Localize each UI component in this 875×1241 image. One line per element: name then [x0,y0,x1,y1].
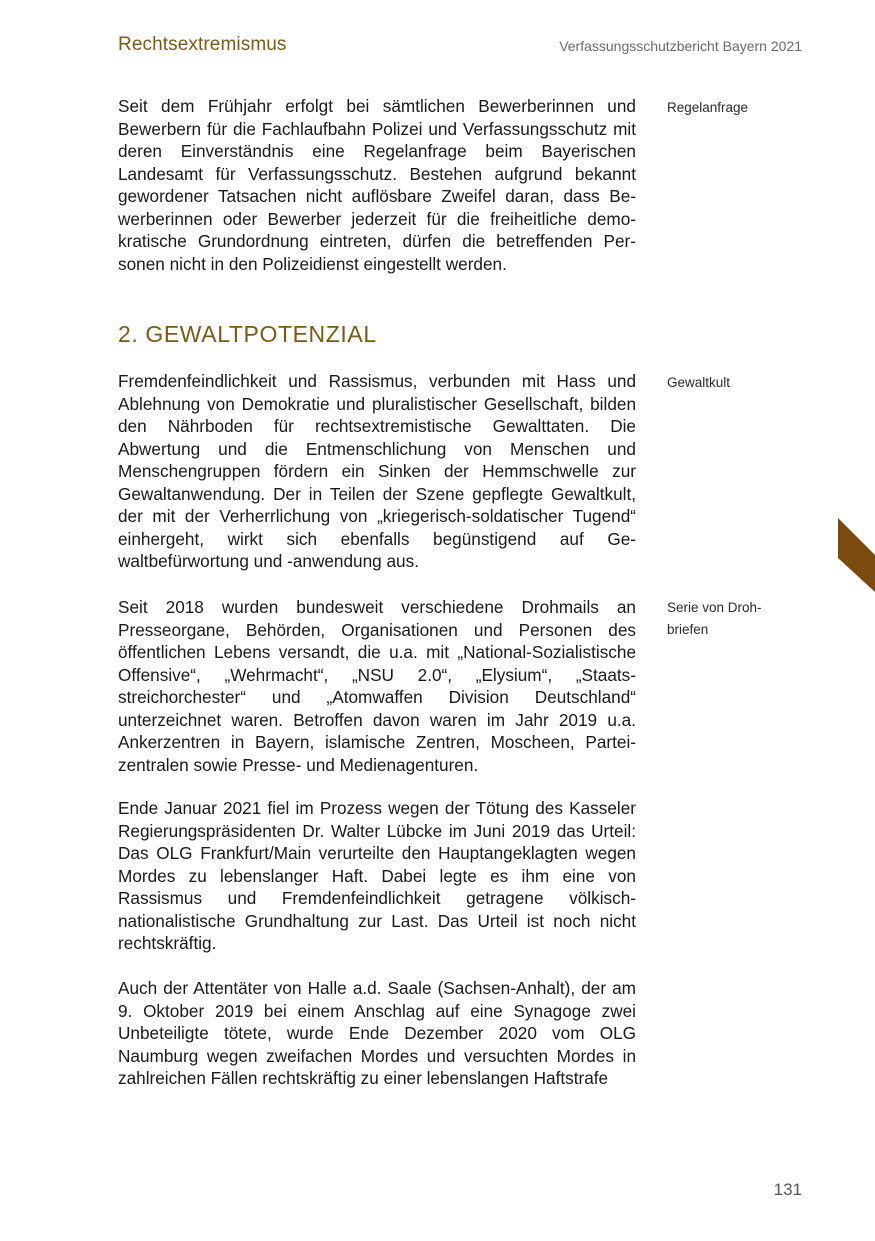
chapter-tab-shape [838,518,875,592]
margin-note-gewaltkult: Gewaltkult [667,375,731,390]
paragraph-drohmails [118,596,636,776]
paragraph-regelanfrage [118,95,636,275]
paragraph-text: Ende Januar 2021 fiel im Prozess wegen der Tötung des Kasseler Regierungspräsidenten Dr. Walter Lübcke im Juni 2019 das Urteil: Das OLG Frankfurt/Main verurteilte den Hauptangeklagten wegen Mordes zu lebenslanger Haft. Dabei legte es ihm eine von Rassismus und Fremdenfeindlichkeit getragene völkisch-nationalistische Grundhaltung zur Last. Das Urteil ist noch nicht rechtskräftig. [118,798,636,953]
chapter-tab-marker [838,518,875,592]
paragraph-text: Auch der Attentäter von Halle a.d. Saale (Sachsen-Anhalt), der am 9. Oktober 2019 bei einem Anschlag auf eine Synagoge zwei Unbeteiligte tötete, wurde Ende Dezember 2020 vom OLG Naumburg wegen zweifachen Mordes und versuchten Mordes in zahlreichen Fällen rechtskräftig zu einer lebenslangen Haftstrafe [118,978,636,1088]
paragraph-halle [118,977,636,1090]
paragraph-gewaltkult [118,370,636,573]
section-heading: 2. GEWALTPOTENZIAL [118,321,377,347]
running-head-publication: Verfassungsschutzbericht Bayern 2021 [559,38,802,54]
paragraph-text: Seit 2018 wurden bundesweit verschiedene Drohmails an Presseorgane, Behörden, Organisationen und Personen des öffentlichen Lebens versandt, die u.a. mit „National-Sozialistische Offensive“, „Wehrmacht“, „NSU 2.0“, „Elysium“, „Staatsstreichorchester“ und „Atomwaffen Division Deutschland“ unterzeichnet waren. Betroffen davon waren im Jahr 2019 u.a. Ankerzentren in Bayern, islamische Zentren, Moscheen, Parteizentralen sowie Presse- und Medienagenturen. [118,597,636,775]
margin-note-regelanfrage: Regelanfrage [667,100,749,115]
margin-note-drohbriefe: Serie von Drohbriefen [667,600,762,637]
paragraph-text: Seit dem Frühjahr erfolgt bei sämtlichen Bewerberinnen und Bewerbern für die Fachlaufbahn Polizei und Verfassungsschutz mit deren Einverständnis eine Regelanfrage beim Bayerischen Landesamt für Verfassungsschutz. Bestehen aufgrund bekannt gewordener Tatsachen nicht auflösbare Zweifel daran, dass Bewerberinnen oder Bewerber jederzeit für die freiheitliche demokratische Grundordnung eintreten, dürfen die betreffenden Personen nicht in den Polizeidienst eingestellt werden. [118,96,636,274]
paragraph-text: Fremdenfeindlichkeit und Rassismus, verbunden mit Hass und Ablehnung von Demokratie und pluralistischer Gesellschaft, bilden den Nährboden für rechtsextremistische Gewalttaten. Die Abwertung und die Entmenschlichung von Menschen und Menschengruppen fördern ein Sinken der Hemmschwelle zur Gewaltanwendung. Der in Teilen der Szene gepflegte Gewaltkult, der mit der Verherrlichung von „kriegerisch-soldatischer Tugend“ einhergeht, wirkt sich ebenfalls begünstigend auf Gewaltbefürwortung und -anwendung aus. [118,371,636,571]
running-head-chapter: Rechtsextremismus [118,34,287,55]
paragraph-luebcke [118,797,636,955]
page-number: 131 [773,1180,802,1199]
